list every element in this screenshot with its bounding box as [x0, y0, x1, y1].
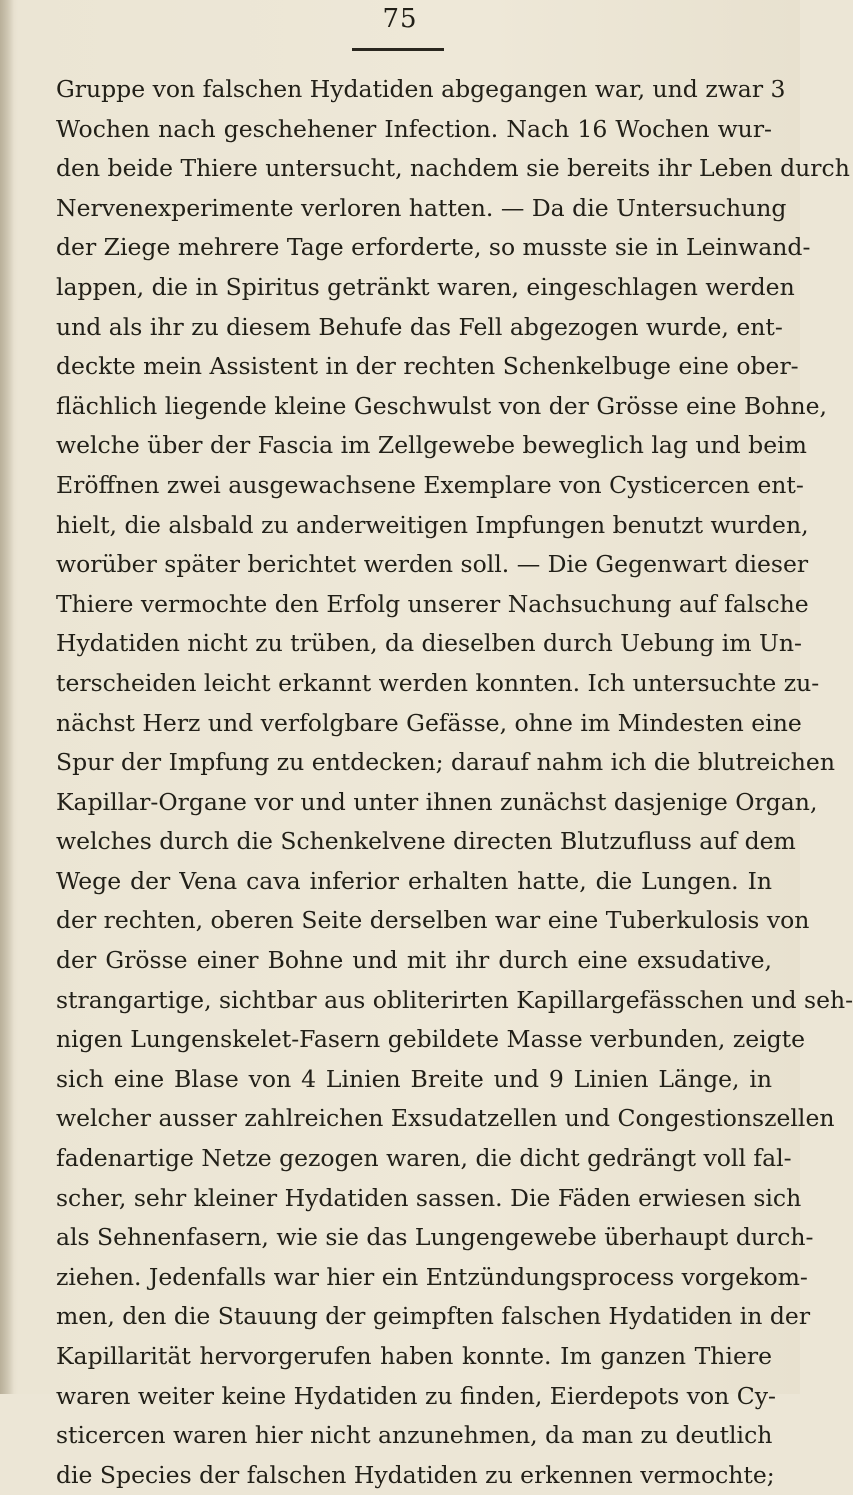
text-line: Kapillar-Organe vor und unter ihnen zunächst dasjenige Organ,: [56, 787, 818, 816]
header-rule: [352, 48, 444, 51]
text-line: men, den die Stauung der geimpften falschen Hydatiden in der: [56, 1302, 811, 1331]
text-line: sticercen waren hier nicht anzunehmen, da man zu deutlich: [56, 1421, 773, 1450]
text-line: waren weiter keine Hydatiden zu finden, Eierdepots von Cy-: [56, 1381, 776, 1410]
text-line: der rechten, oberen Seite derselben war eine Tuberkulosis von: [56, 906, 810, 935]
page-number: 75: [382, 4, 418, 34]
text-line: nächst Herz und verfolgbare Gefässe, ohne im Mindesten eine: [56, 708, 802, 737]
text-line: nigen Lungenskelet-Fasern gebildete Masse verbunden, zeigte: [56, 1025, 806, 1054]
text-line: scher, sehr kleiner Hydatiden sassen. Die Fäden erwiesen sich: [56, 1183, 802, 1212]
text-line: flächlich liegende kleine Geschwulst von der Grösse eine Bohne,: [56, 391, 828, 420]
text-line: der Grösse einer Bohne und mit ihr durch eine exsudative,: [56, 946, 772, 975]
text-line: Nervenexperimente verloren hatten. — Da die Untersuchung: [56, 193, 787, 222]
text-line: Eröffnen zwei ausgewachsene Exemplare von Cysticercen ent-: [56, 470, 804, 499]
text-line: terscheiden leicht erkannt werden konnten. Ich untersuchte zu-: [56, 668, 820, 697]
text-line: Hydatiden nicht zu trüben, da dieselben durch Uebung im Un-: [56, 629, 802, 658]
page-gutter-shadow: [0, 0, 14, 1394]
text-line: ziehen. Jedenfalls war hier ein Entzündungsprocess vorgekom-: [56, 1262, 808, 1291]
text-line: Wege der Vena cava inferior erhalten hatte, die Lungen. In: [56, 866, 772, 895]
text-line: welcher ausser zahlreichen Exsudatzellen und Congestionszellen: [56, 1104, 835, 1133]
text-line: den beide Thiere untersucht, nachdem sie bereits ihr Leben durch: [56, 154, 850, 183]
text-line: Spur der Impfung zu entdecken; darauf nahm ich die blutreichen: [56, 748, 835, 777]
text-line: als Sehnenfasern, wie sie das Lungengewebe überhaupt durch-: [56, 1223, 814, 1252]
text-line: Wochen nach geschehener Infection. Nach 16 Wochen wur-: [56, 114, 772, 143]
text-line: der Ziege mehrere Tage erforderte, so musste sie in Leinwand-: [56, 233, 811, 262]
text-line: Gruppe von falschen Hydatiden abgegangen war, und zwar 3: [56, 75, 786, 103]
text-line: welches durch die Schenkelvene directen Blutzufluss auf dem: [56, 827, 796, 856]
text-line: die Species der falschen Hydatiden zu erkennen vermochte;: [56, 1460, 775, 1489]
text-line: lappen, die in Spiritus getränkt waren, eingeschlagen werden: [56, 272, 795, 301]
text-line: Kapillarität hervorgerufen haben konnte. Im ganzen Thiere: [56, 1342, 772, 1370]
text-line: fadenartige Netze gezogen waren, die dicht gedrängt voll fal-: [56, 1144, 792, 1173]
text-line: hielt, die alsbald zu anderweitigen Impfungen benutzt wurden,: [56, 510, 809, 539]
text-line: welche über der Fascia im Zellgewebe beweglich lag und beim: [56, 431, 807, 460]
text-line: strangartige, sichtbar aus obliterirten Kapillargefässchen und seh-: [56, 985, 853, 1014]
text-line: sich eine Blase von 4 Linien Breite und 9 Linien Länge, in: [56, 1064, 772, 1093]
text-line: worüber später berichtet werden soll. — Die Gegenwart dieser: [56, 550, 809, 579]
text-line: und als ihr zu diesem Behufe das Fell abgezogen wurde, ent-: [56, 312, 783, 341]
text-line: deckte mein Assistent in der rechten Schenkelbuge eine ober-: [56, 352, 799, 381]
body-text: [56, 70, 853, 1495]
text-line: Thiere vermochte den Erfolg unserer Nachsuchung auf falsche: [56, 589, 809, 618]
